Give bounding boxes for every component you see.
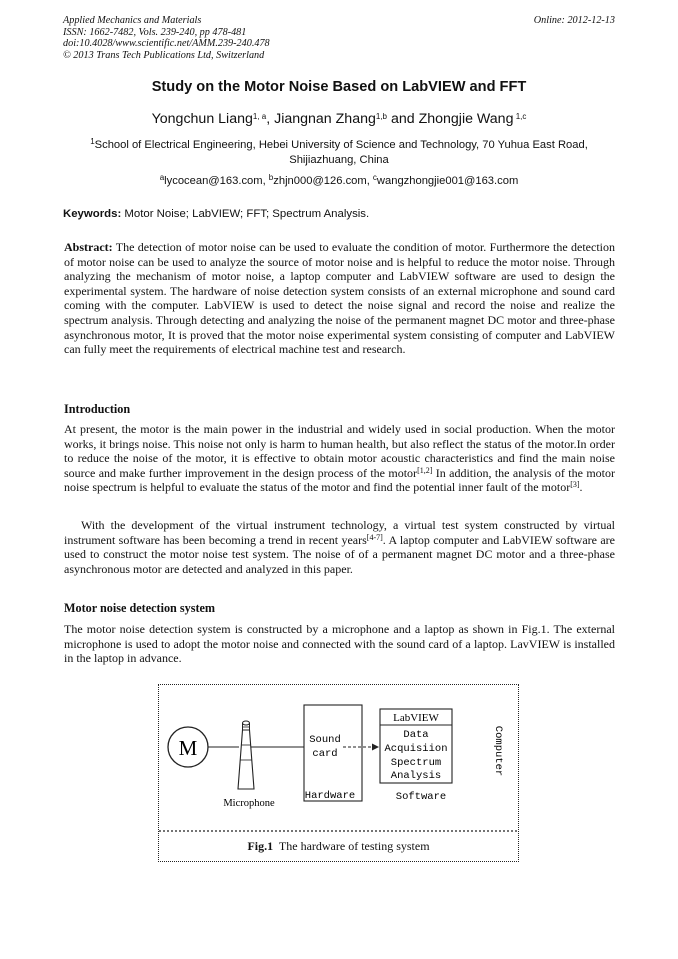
email-address: wangzhongjie001@163.com <box>376 175 519 187</box>
author-separator: , <box>266 111 275 127</box>
detection-paragraph: The motor noise detection system is constructed by a microphone and a laptop as shown in Fig.1. The external microphone is used to adopt the motor noise and connected with the sound card of a laptop. LavVIEW is installed in the laptop in advance. <box>64 622 615 666</box>
acquisition-label: Acquisiion <box>384 743 448 755</box>
email-address: lycocean@163.com, <box>164 175 269 187</box>
author-affil-marker: 1,b <box>375 112 387 121</box>
card-label: card <box>312 748 338 760</box>
intro-text: . A laptop computer and LabVIEW software are used to construct the motor noise test system. The noise of of a permanent magnet DC motor and a three-phase asynchronous motor are detected and analyzed in this paper. <box>64 532 615 576</box>
journal-name: Applied Mechanics and Materials <box>63 15 202 26</box>
author-affil-marker: 1, a <box>252 112 267 121</box>
email-marker: b <box>268 173 274 182</box>
spectrum-label: Spectrum <box>390 757 442 769</box>
keywords-label: Keywords: <box>63 208 122 220</box>
affiliation <box>63 138 615 168</box>
section-heading-introduction: Introduction <box>64 402 131 416</box>
email-marker: a <box>159 173 165 182</box>
author-name: Zhongjie Wang <box>418 111 514 127</box>
microphone-label: Microphone <box>223 798 275 809</box>
hardware-label: Hardware <box>304 790 356 802</box>
affil-line-2: Shijiazhuang, China <box>289 154 389 166</box>
intro-text: In addition, the analysis of the motor noise spectrum is helpful to evaluate the status of the motor and find the potential inner fault of the motor <box>64 465 615 495</box>
keywords-text: Motor Noise; LabVIEW; FFT; Spectrum Analysis. <box>121 208 370 220</box>
copyright-line: © 2013 Trans Tech Publications Ltd, Switzerland <box>63 49 265 61</box>
motor-label: M <box>178 736 198 760</box>
issn-line: ISSN: 1662-7482, Vols. 239-240, pp 478-481 <box>63 26 247 38</box>
running-header <box>63 15 615 61</box>
intro-paragraph-1 <box>64 422 615 495</box>
author-affil-marker: 1,c <box>513 112 527 121</box>
caption-text: The hardware of testing system <box>273 839 430 853</box>
citation: [3] <box>570 480 580 490</box>
paper-title: Study on the Motor Noise Based on LabVIEW and FFT <box>151 79 527 95</box>
author-separator: and <box>387 111 419 127</box>
citation: [1,2] <box>417 465 433 475</box>
keywords <box>63 208 615 220</box>
doi-line: doi:10.4028/www.scientific.net/AMM.239-240.478 <box>63 38 270 49</box>
author-name: Jiangnan Zhang <box>274 111 376 127</box>
email-address: zhjn000@126.com, <box>273 175 373 187</box>
labview-label: LabVIEW <box>393 712 439 724</box>
intro-text: At present, the motor is the main power in the industrial and widely used in social production. When the motor works, it brings noise. This noise not only is harm to human health, but also reflect the status of the motor.In order to reduce the noise of the motor, it is effective to obtain motor acoustic characteristics and find the main noise source and make further improvement in the design process of the motor <box>64 422 615 480</box>
email-list <box>0 175 678 187</box>
section-heading-detection: Motor noise detection system <box>64 601 216 615</box>
arrow-head <box>372 744 379 751</box>
analysis-label: Analysis <box>390 770 442 782</box>
abstract-text: The detection of motor noise can be used to evaluate the condition of motor. Furthermore the detection of motor noise can be used to analyze the source of motor noise and is helpful to reduce the motor noise. Through analyzing the mechanism of motor noise, a laptop computer and LabVIEW software are used to design the experimental system. The hardware of noise detection system consists of an external microphone and sound card coming with the computer. LabVIEW is used to detect the noise signal and record the noise and realize the spectrum analysis. Through detecting and analyzing the noise of the permanent magnet DC motor and three-phase asynchronous motor, It is proved that the motor noise experimental system consisting of computer and LabVIEW can fully meet the requirements of electrical machine test and research. <box>64 240 615 357</box>
intro-text: . <box>579 480 583 495</box>
abstract-label: Abstract: <box>64 240 113 254</box>
online-date: Online: 2012-12-13 <box>533 15 615 26</box>
intro-paragraph-2 <box>64 518 615 576</box>
hardware-diagram <box>159 685 517 860</box>
email-marker: c <box>372 173 377 182</box>
figure-caption <box>159 839 518 854</box>
intro-text: With the development of the virtual instrument technology, a virtual test system constructed by virtual instrument software has been becoming a trend in recent years <box>64 518 615 547</box>
author-list <box>0 111 678 127</box>
sound-label: Sound <box>309 734 341 746</box>
computer-label: Computer <box>492 725 504 777</box>
software-label: Software <box>395 791 447 803</box>
abstract <box>64 240 615 357</box>
figure-1 <box>158 684 519 862</box>
affil-marker: 1 <box>90 137 95 146</box>
author-name: Yongchun Liang <box>151 111 253 127</box>
citation: [4-7] <box>366 532 383 542</box>
microphone-icon <box>238 721 254 789</box>
data-label: Data <box>403 729 429 741</box>
caption-label: Fig.1 <box>247 839 274 853</box>
affil-line-1: School of Electrical Engineering, Hebei University of Science and Technology, 70 Yuhua East Road, <box>94 139 588 151</box>
